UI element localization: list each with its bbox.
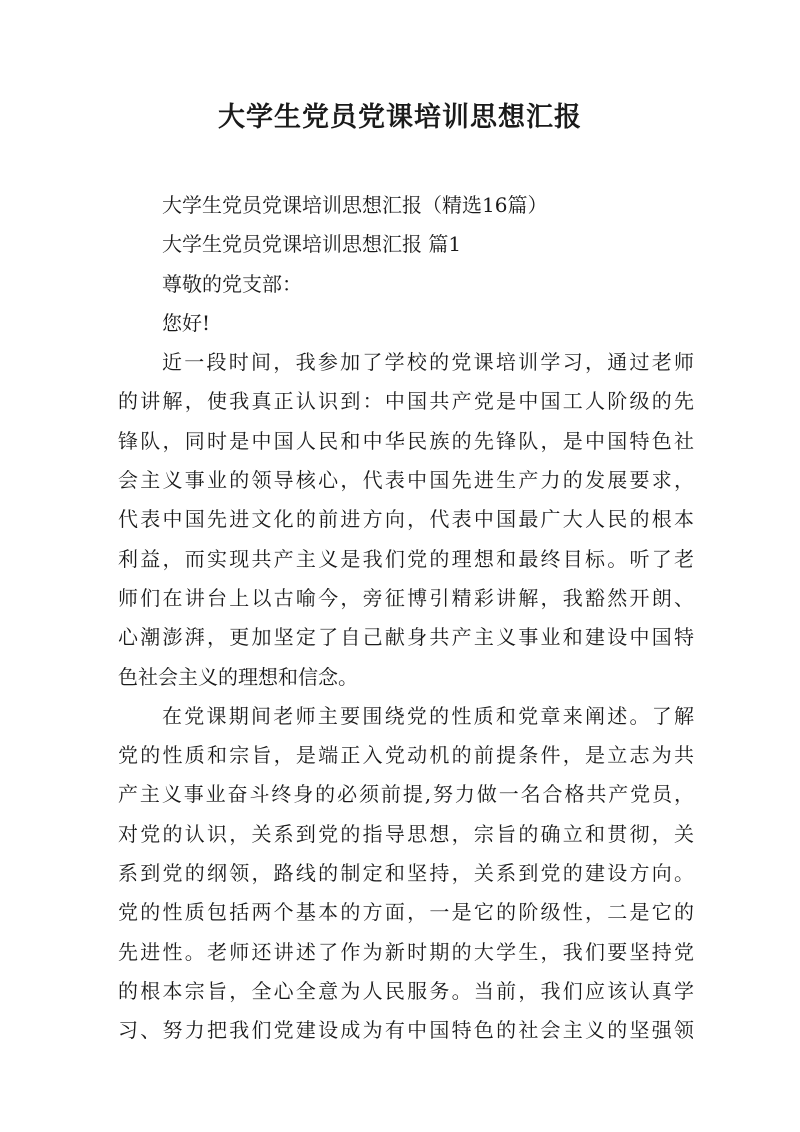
paragraph-line: 心潮澎湃，更加坚定了自己献身共产主义事业和建设中国特 [118, 625, 694, 650]
paragraph-line: 对党的认识，关系到党的指导思想，宗旨的确立和贯彻，关 [118, 821, 694, 846]
paragraph-line: 习、努力把我们党建设成为有中国特色的社会主义的坚强领 [118, 1018, 694, 1043]
paragraph-line: 的讲解，使我真正认识到：中国共产党是中国工人阶级的先 [118, 389, 694, 414]
greeting: 您好! [162, 310, 211, 335]
paragraph-line: 师们在讲台上以古喻今，旁征博引精彩讲解，我豁然开朗、 [118, 585, 694, 610]
paragraph-line: 先进性。老师还讲述了作为新时期的大学生，我们要坚持党 [118, 939, 694, 964]
paragraph-line: 的根本宗旨，全心全意为人民服务。当前，我们应该认真学 [118, 978, 694, 1003]
subtitle-line: 大学生党员党课培训思想汇报（精选16篇） [162, 193, 548, 217]
salutation: 尊敬的党支部： [162, 271, 302, 296]
paragraph-line: 利益，而实现共产主义是我们党的理想和最终目标。听了老 [118, 546, 694, 571]
paragraph-line: 会主义事业的领导核心，代表中国先进生产力的发展要求， [118, 468, 694, 493]
paragraph-line: 色社会主义的理想和信念。 [118, 664, 358, 689]
paragraph-line: 近一段时间，我参加了学校的党课培训学习，通过老师 [162, 350, 694, 375]
section-heading: 大学生党员党课培训思想汇报 篇1 [162, 232, 462, 257]
paragraph-line: 在党课期间老师主要围绕党的性质和党章来阐述。了解 [162, 703, 694, 728]
paragraph-line: 系到党的纲领，路线的制定和坚持，关系到党的建设方向。 [118, 861, 694, 886]
document-title: 大学生党员党课培训思想汇报 [218, 102, 582, 133]
paragraph-line: 代表中国先进文化的前进方向，代表中国最广大人民的根本 [118, 507, 694, 532]
paragraph-line: 党的性质包括两个基本的方面，一是它的阶级性，二是它的 [118, 900, 694, 925]
document-body [118, 186, 694, 1051]
paragraph-line: 锋队，同时是中国人民和中华民族的先锋队，是中国特色社 [118, 428, 694, 453]
paragraph-line: 产主义事业奋斗终身的必须前提,努力做一名合格共产党员， [118, 782, 694, 807]
paragraph-line: 党的性质和宗旨，是端正入党动机的前提条件，是立志为共 [118, 743, 694, 768]
